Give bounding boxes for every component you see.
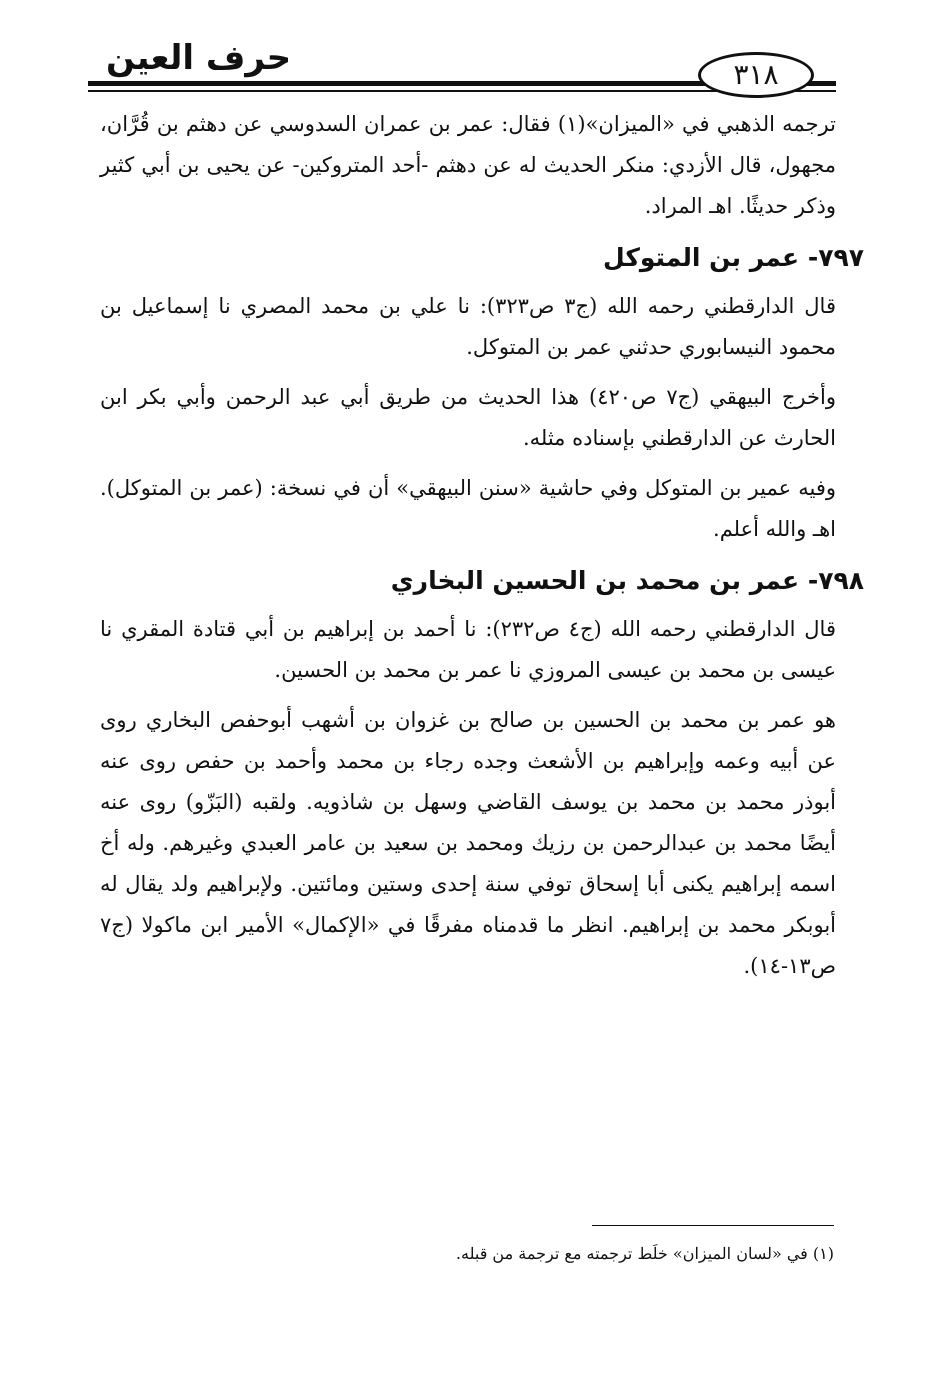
paragraph: قال الدارقطني رحمه الله (ج٤ ص٢٣٢): نا أحمد بن إبراهيم بن أبي قتادة المقري نا عيسى بن محمد بن عيسى المروزي نا عمر بن محمد بن الحسين. xyxy=(100,617,836,682)
chapter-title: حرف العين xyxy=(100,36,297,80)
paragraph: ترجمه الذهبي في «الميزان»(١) فقال: عمر بن عمران السدوسي عن دهثم بن قُرَّان، مجهول، قال الأزدي: منكر الحديث له عن دهثم -أحد المتروكين- عن يحيى بن أبي كثير وذكر حديثًا. اهـ المراد. xyxy=(100,112,836,218)
main-text xyxy=(100,104,864,996)
paragraph: قال الدارقطني رحمه الله (ج٣ ص٣٢٣): نا علي بن محمد المصري نا إسماعيل بن محمود النيسابوري حدثني عمر بن المتوكل. xyxy=(100,294,836,359)
paragraph: وفيه عمير بن المتوكل وفي حاشية «سنن البيهقي» أن في نسخة: (عمر بن المتوكل). اهـ والله أعلم. xyxy=(100,476,836,541)
page-header xyxy=(88,30,836,94)
entry-heading: ٧٩٨- عمر بن محمد بن الحسين البخاري xyxy=(390,566,864,595)
page-number: ٣١٨ xyxy=(698,52,814,98)
footnote: (١) في «لسان الميزان» خلَط ترجمته مع ترجمة من قبله. xyxy=(455,1244,834,1263)
paragraph: وأخرج البيهقي (ج٧ ص٤٢٠) هذا الحديث من طريق أبي عبد الرحمن وأبي بكر ابن الحارث عن الدارقطني بإسناده مثله. xyxy=(100,385,836,450)
paragraph: هو عمر بن محمد بن الحسين بن صالح بن غزوان بن أشهب أبوحفص البخاري روى عن أبيه وعمه وإبراهيم بن الأشعث وجده رجاء بن محمد وأحمد بن حفص روى عنه أبوذر محمد بن محمد بن يوسف القاضي وسهل بن شاذويه. ولقبه (البَزّو) روى عنه أيضًا محمد بن عبدالرحمن بن رزيك ومحمد بن سعيد بن عامر العبدي وغيرهم. وله أخ اسمه إبراهيم يكنى أبا إسحاق توفي سنة إحدى وستين ومائتين. ولإبراهيم ولد يقال له أبوبكر محمد بن إبراهيم. انظر ما قدمناه مفرقًا في «الإكمال» الأمير ابن ماكولا (ج٧ ص١٣-١٤). xyxy=(100,708,836,978)
entry-heading: ٧٩٧- عمر بن المتوكل xyxy=(603,243,864,272)
footnote-rule xyxy=(592,1225,834,1226)
